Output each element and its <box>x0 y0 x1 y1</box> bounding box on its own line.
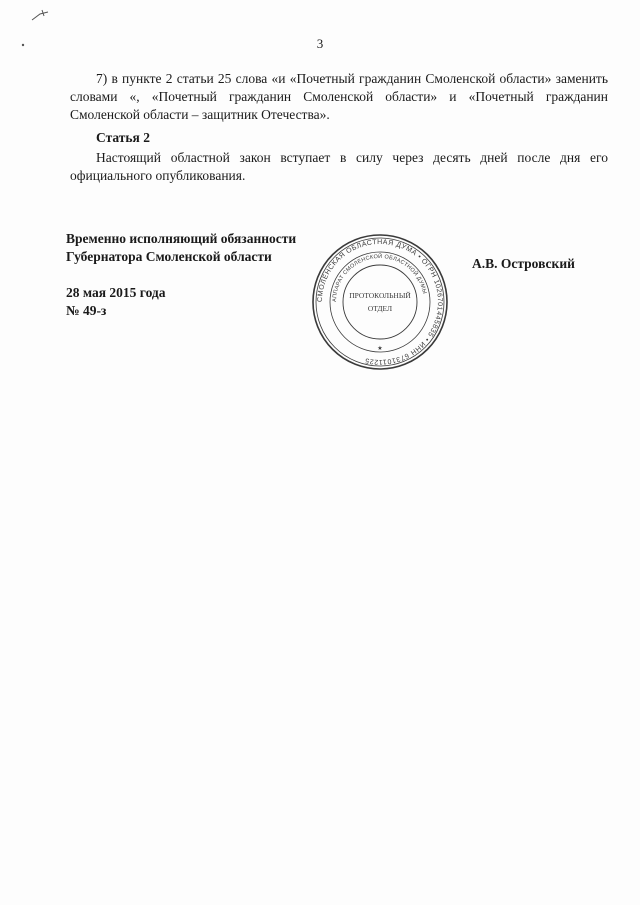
stamp-center-line1: ПРОТОКОЛЬНЫЙ <box>349 291 411 300</box>
page-number: 3 <box>316 36 324 51</box>
signatory-title-line1: Временно исполняющий обязанности <box>66 231 297 246</box>
stamp-outer-ring-text: СМОЛЕНСКАЯ ОБЛАСТНАЯ ДУМА • ОГРН 1026701445835 • ИНН 6731011225 <box>316 238 444 366</box>
svg-text:★: ★ <box>377 346 383 352</box>
law-number: № 49-з <box>66 303 107 318</box>
stamp-inner-ring-text: АППАРАТ СМОЛЕНСКОЙ ОБЛАСТНОЙ ДУМЫ <box>331 253 428 303</box>
date-block <box>66 284 166 320</box>
signatory-name: А.В. Островский <box>472 256 575 271</box>
signing-date: 28 мая 2015 года <box>66 285 166 300</box>
scan-dot-icon <box>20 42 26 48</box>
article-text: Настоящий областной закон вступает в силу через десять дней после дня его официального опубликования. <box>70 150 608 183</box>
signatory-title <box>66 230 296 266</box>
stamp-center-line2: ОТДЕЛ <box>367 304 393 313</box>
article-heading: Статья 2 <box>96 130 150 145</box>
official-seal-stamp <box>310 232 450 372</box>
signatory-title-line2: Губернатора Смоленской области <box>66 249 272 264</box>
paragraph-item-7: 7) в пункте 2 статьи 25 слова «и «Почетный гражданин Смоленской области» заменить словами «, «Почетный гражданин Смоленской области» и «Почетный гражданин Смоленской области – защитник Отечества». <box>70 71 608 122</box>
scan-mark-icon <box>30 8 52 24</box>
